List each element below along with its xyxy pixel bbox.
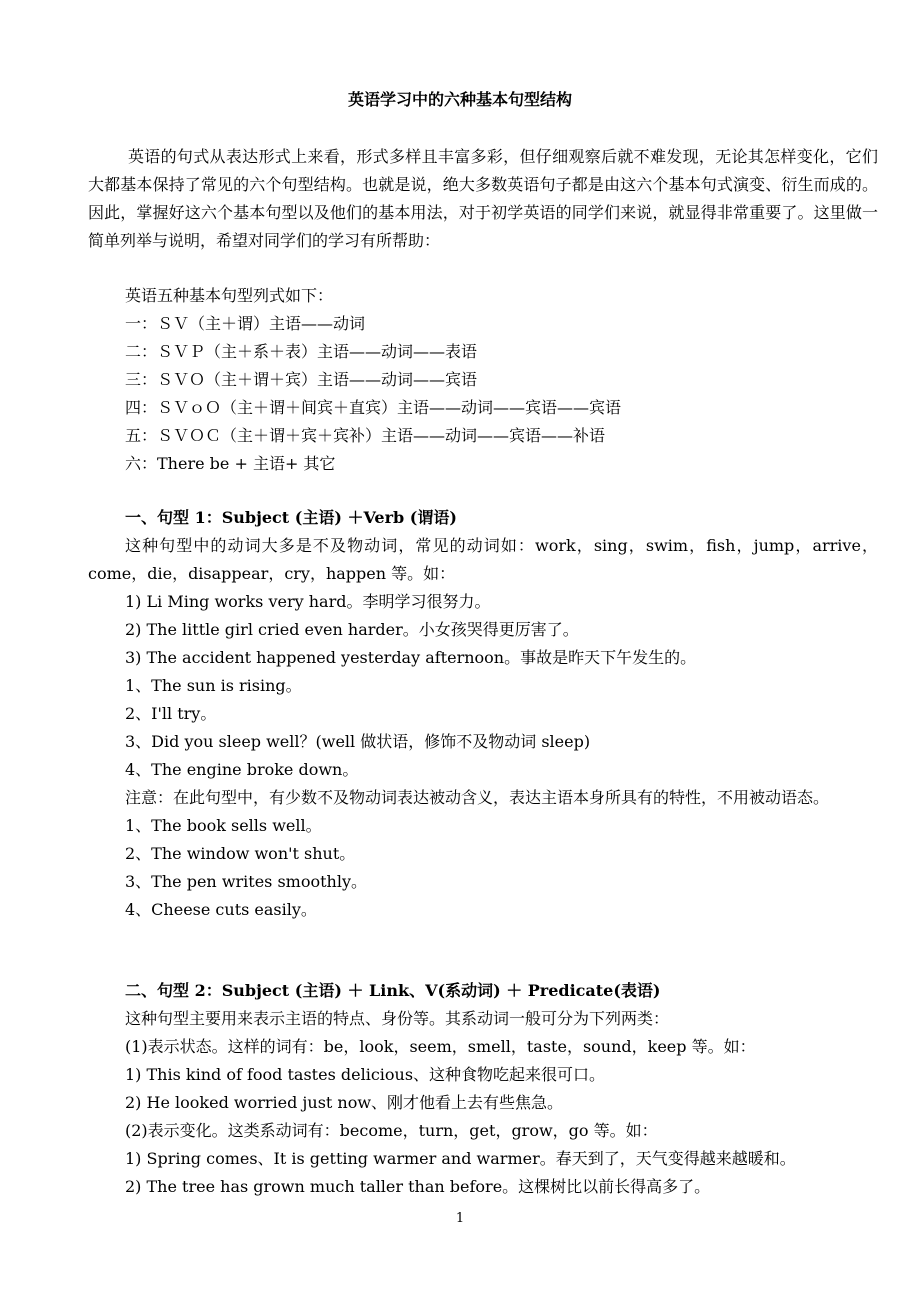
- section-2-heading: 二、句型 2：Subject (主语) ＋ Link、V(系动词) ＋ Predicate(表语): [125, 981, 661, 1000]
- note-example: 4、Cheese cuts easily。: [125, 900, 317, 919]
- example-sentence: 3、Did you sleep well？(well 做状语，修饰不及物动词 sleep): [125, 732, 591, 751]
- pattern-item: 六：There be + 主语+ 其它: [125, 454, 336, 473]
- page-number: 1: [455, 1211, 465, 1226]
- example-sentence: 4、The engine broke down。: [125, 760, 359, 779]
- example-sentence: 1) Li Ming works very hard。李明学习很努力。: [125, 592, 491, 611]
- pattern-item: 三：ＳＶＯ（主＋谓＋宾）主语——动词——宾语: [125, 370, 478, 389]
- note-example: 2、The window won't shut。: [125, 844, 356, 863]
- note-example: 3、The pen writes smoothly。: [125, 872, 368, 891]
- section-2-line: 2) The tree has grown much taller than before。这棵树比以前长得高多了。: [125, 1177, 711, 1196]
- pattern-item: 四：ＳＶｏＯ（主＋谓＋间宾＋直宾）主语——动词——宾语——宾语: [125, 398, 622, 417]
- patterns-heading: 英语五种基本句型列式如下：: [125, 286, 334, 305]
- section-2-line: 1) This kind of food tastes delicious、这种食物吃起来很可口。: [125, 1065, 606, 1084]
- intro-paragraph: 英语的句式从表达形式上来看，形式多样且丰富多彩，但仔细观察后就不难发现，无论其怎样变化，它们大都基本保持了常见的六个句型结构。也就是说，绝大多数英语句子都是由这六个基本句式演变、衍生而成的。因此，掌握好这六个基本句型以及他们的基本用法，对于初学英语的同学们来说，就显得非常重要了。这里做一简单列举与说明，希望对同学们的学习有所帮助：: [88, 147, 878, 250]
- note-example: 1、The book sells well。: [125, 816, 322, 835]
- pattern-item: 五：ＳＶＯＣ（主＋谓＋宾＋宾补）主语——动词——宾语——补语: [125, 426, 606, 445]
- section-2-line: 1) Spring comes、It is getting warmer and warmer。春天到了，天气变得越来越暖和。: [125, 1149, 796, 1168]
- section-1-heading: 一、句型 1：Subject (主语) ＋Verb (谓语): [125, 508, 457, 527]
- section-1: [88, 504, 878, 924]
- example-sentence: 2、I'll try。: [125, 704, 217, 723]
- pattern-item: 一：ＳＶ（主＋谓）主语——动词: [125, 314, 366, 333]
- section-2: [88, 977, 878, 1201]
- section-2-line: (2)表示变化。这类系动词有：become，turn，get，grow，go 等。如：: [125, 1121, 658, 1140]
- section-2-line: (1)表示状态。这样的词有：be，look，seem，smell，taste，sound，keep 等。如：: [125, 1037, 756, 1056]
- example-sentence: 1、The sun is rising。: [125, 676, 302, 695]
- section-1-description: 这种句型中的动词大多是不及物动词，常见的动词如：work，sing，swim，fish，jump，arrive，come，die，disappear，cry，happen 等。如：: [88, 536, 878, 583]
- page-title: 英语学习中的六种基本句型结构: [347, 90, 572, 109]
- pattern-item: 二：ＳＶＰ（主＋系＋表）主语——动词——表语: [125, 342, 478, 361]
- example-sentence: 3) The accident happened yesterday afternoon。事故是昨天下午发生的。: [125, 648, 697, 667]
- section-2-line: 2) He looked worried just now、刚才他看上去有些焦急。: [125, 1093, 564, 1112]
- section-1-note: 注意：在此句型中，有少数不及物动词表达被动含义，表达主语本身所具有的特性，不用被动语态。: [125, 788, 830, 807]
- example-sentence: 2) The little girl cried even harder。小女孩哭得更厉害了。: [125, 620, 579, 639]
- patterns-list: [88, 282, 878, 478]
- section-2-description: 这种句型主要用来表示主语的特点、身份等。其系动词一般可分为下列两类：: [125, 1009, 670, 1028]
